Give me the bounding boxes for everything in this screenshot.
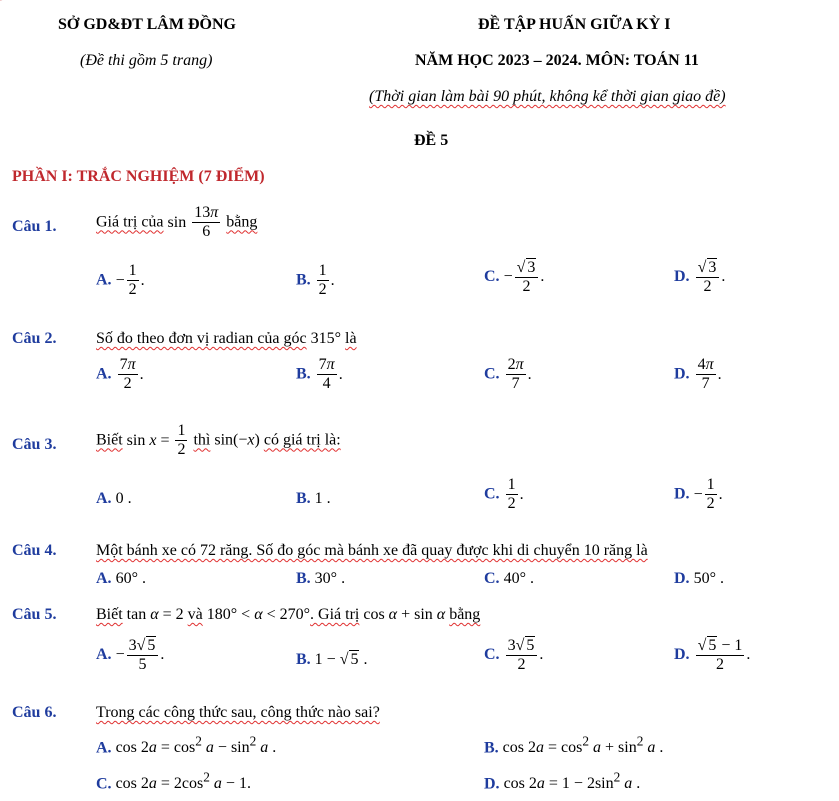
year-subject: NĂM HỌC 2023 – 2024. MÔN: TOÁN 11 bbox=[415, 52, 699, 69]
question-1-text: Giá trị của bbox=[96, 213, 164, 231]
option-letter: B. bbox=[296, 271, 311, 289]
question-1-option-d[interactable] bbox=[674, 258, 725, 297]
question-6-label: Câu 6. bbox=[12, 704, 57, 721]
question-5-tail: bằng bbox=[449, 606, 481, 623]
question-4-option-d[interactable] bbox=[674, 570, 724, 588]
question-5-text: Biết bbox=[96, 606, 123, 623]
option-letter: A. bbox=[96, 570, 112, 587]
option-letter: C. bbox=[484, 570, 500, 587]
question-2-stem bbox=[96, 330, 357, 348]
question-3-option-c[interactable] bbox=[484, 476, 524, 514]
question-1-option-c[interactable] bbox=[484, 258, 544, 297]
question-1-stem bbox=[96, 204, 257, 242]
question-4-label: Câu 4. bbox=[12, 542, 57, 559]
question-1-tail: bằng bbox=[226, 213, 258, 231]
question-6-option-c[interactable] bbox=[96, 770, 251, 793]
question-1-formula: sin $\frac{13\pi}{6}$ bbox=[167, 204, 219, 241]
option-value: $\frac{7\pi}{4}$ . bbox=[318, 356, 343, 393]
option-letter: A. bbox=[96, 365, 112, 383]
question-3-label: Câu 3. bbox=[12, 436, 57, 453]
option-letter: C. bbox=[484, 485, 500, 503]
question-3-option-d[interactable] bbox=[674, 476, 723, 514]
exam-code: ĐỀ 5 bbox=[414, 132, 449, 149]
option-value: 0 . bbox=[115, 490, 132, 507]
question-3-stem bbox=[96, 422, 341, 460]
question-2-option-c[interactable] bbox=[484, 356, 532, 394]
question-5-formula-2: 180° < α < 270° bbox=[206, 606, 311, 623]
question-6-option-a[interactable] bbox=[96, 734, 276, 757]
pages-note: (Đề thi gồm 5 trang) bbox=[80, 52, 213, 69]
question-2-option-b[interactable] bbox=[296, 356, 343, 394]
question-2-label: Câu 2. bbox=[12, 330, 57, 347]
option-value: $\frac{1}{2}$ . bbox=[507, 476, 524, 513]
option-letter: D. bbox=[674, 485, 690, 503]
option-value: $\frac{3√ 5}{2}$ . bbox=[507, 637, 544, 674]
question-1-option-a[interactable] bbox=[96, 262, 145, 300]
question-3-option-a[interactable] bbox=[96, 490, 132, 508]
department-name: SỞ GD&ĐT LÂM ĐỒNG bbox=[58, 16, 236, 33]
question-5-option-b[interactable] bbox=[296, 650, 367, 669]
option-value: − $\frac{3√ 5}{5}$ . bbox=[115, 637, 165, 674]
option-value: 50° . bbox=[693, 570, 724, 587]
option-value: 30° . bbox=[314, 570, 346, 587]
question-2-option-d[interactable] bbox=[674, 356, 722, 394]
question-5-option-d[interactable] bbox=[674, 636, 750, 675]
question-5-mid: và bbox=[187, 606, 203, 623]
option-value: 60° . bbox=[115, 570, 146, 587]
option-value: $\cos 2a = 1 - 2\sin^2$ a . bbox=[503, 770, 641, 793]
question-4-option-b[interactable] bbox=[296, 570, 345, 588]
question-5-formula-1: tan α = 2 bbox=[126, 606, 188, 623]
question-4-text: Một bánh xe có 72 răng. Số đo góc mà bánh xe đã quay được khi di chuyển 10 răng là bbox=[96, 542, 648, 559]
option-letter: D. bbox=[674, 365, 690, 383]
option-value: $\frac{7\pi}{2}$ . bbox=[119, 356, 144, 393]
option-letter: B. bbox=[296, 365, 311, 383]
question-2-angle: 315° bbox=[310, 330, 342, 347]
option-letter: B. bbox=[296, 490, 311, 507]
page-corner-mark bbox=[0, 0, 24, 14]
option-letter: D. bbox=[674, 646, 690, 664]
option-letter: A. bbox=[96, 490, 112, 507]
option-letter: A. bbox=[96, 271, 112, 289]
question-6-text: Trong các công thức sau, công thức nào sai? bbox=[96, 704, 380, 721]
option-value: $\frac{√ 5 - 1}{2}$ . bbox=[697, 637, 751, 674]
option-value: $\cos 2a = 2\cos^2$ a − 1. bbox=[115, 770, 251, 793]
question-3-mid: thì bbox=[193, 431, 211, 449]
question-6-option-d[interactable] bbox=[484, 770, 640, 793]
option-value: − $\frac{√ 3}{2}$ . bbox=[503, 259, 545, 296]
option-value: $\frac{4\pi}{7}$ . bbox=[697, 356, 722, 393]
question-2-option-a[interactable] bbox=[96, 356, 144, 394]
option-value: $\cos 2a = \cos^2 a - \sin^2 a$ . bbox=[115, 734, 277, 757]
question-1-option-b[interactable] bbox=[296, 262, 335, 300]
option-letter: A. bbox=[96, 646, 112, 664]
option-letter: A. bbox=[96, 739, 112, 757]
option-value: $\frac{1}{2}$ . bbox=[318, 262, 335, 299]
exam-title: ĐỀ TẬP HUẤN GIỮA KỲ I bbox=[478, 16, 671, 33]
option-letter: C. bbox=[484, 646, 500, 664]
option-value: $\cos 2a = \cos^2 a + \sin^2 a$ . bbox=[502, 734, 664, 757]
option-value: 1 − √ 5 . bbox=[314, 651, 368, 668]
option-value: − $\frac{1}{2}$ . bbox=[115, 262, 145, 299]
question-3-formula-1: sin x = $\frac{1}{2}$ bbox=[126, 422, 186, 459]
question-5-stem bbox=[96, 606, 480, 624]
section-title: PHẦN I: TRẮC NGHIỆM (7 ĐIỂM) bbox=[12, 168, 265, 185]
option-letter: C. bbox=[96, 775, 112, 793]
question-2-tail: là bbox=[345, 330, 357, 347]
question-3-formula-2: sin(−x) bbox=[214, 431, 264, 449]
question-2-text: Số đo theo đơn vị radian của góc bbox=[96, 330, 307, 347]
option-letter: B. bbox=[296, 651, 311, 668]
time-note: (Thời gian làm bài 90 phút, không kể thời gian giao đề) bbox=[369, 88, 726, 105]
option-value: 1 . bbox=[314, 490, 331, 507]
option-value: $\frac{√ 3}{2}$ . bbox=[697, 259, 726, 296]
question-4-option-c[interactable] bbox=[484, 570, 534, 588]
question-5-option-a[interactable] bbox=[96, 636, 164, 675]
question-3-text: Biết bbox=[96, 431, 123, 449]
question-3-tail: có giá trị là: bbox=[263, 431, 341, 449]
option-letter: B. bbox=[296, 570, 311, 587]
question-5-mid2: . Giá trị bbox=[310, 606, 360, 623]
option-value: − $\frac{1}{2}$ . bbox=[693, 476, 723, 513]
question-4-option-a[interactable] bbox=[96, 570, 146, 588]
option-letter: C. bbox=[484, 268, 500, 286]
question-5-option-c[interactable] bbox=[484, 636, 543, 675]
question-5-formula-3: cos α + sin α bbox=[363, 606, 446, 623]
option-letter: D. bbox=[674, 570, 690, 587]
option-letter: C. bbox=[484, 365, 500, 383]
option-letter: D. bbox=[484, 775, 500, 793]
option-value: $\frac{2\pi}{7}$ . bbox=[507, 356, 532, 393]
question-5-label: Câu 5. bbox=[12, 606, 57, 623]
question-1-label: Câu 1. bbox=[12, 218, 57, 235]
option-letter: B. bbox=[484, 739, 499, 757]
option-value: 40° . bbox=[503, 570, 534, 587]
option-letter: D. bbox=[674, 268, 690, 286]
question-3-option-b[interactable] bbox=[296, 490, 331, 508]
question-6-option-b[interactable] bbox=[484, 734, 663, 757]
